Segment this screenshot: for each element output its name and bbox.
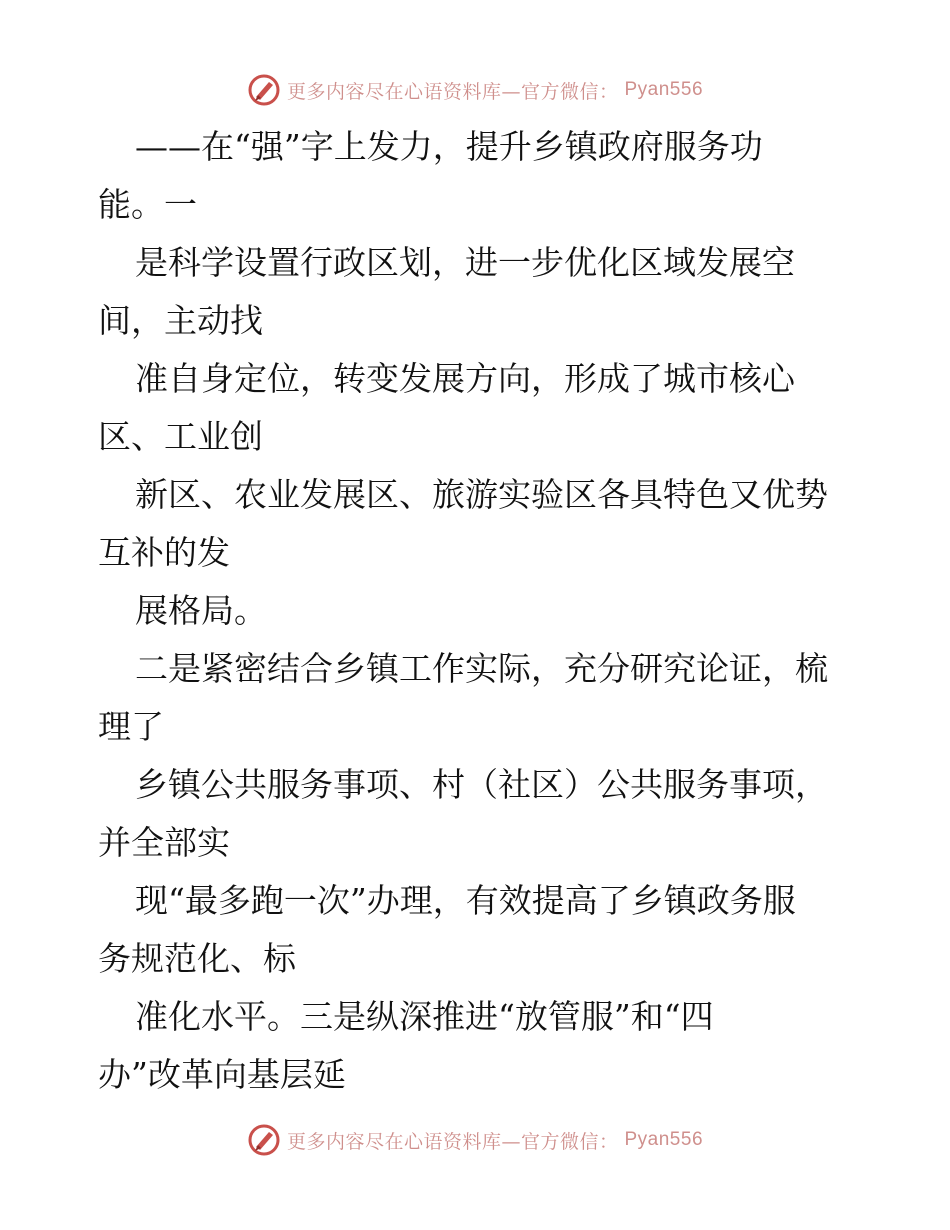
text-line: 准自身定位，转变发展方向，形成了城市核心 bbox=[135, 359, 795, 398]
text-line: 并全部实 bbox=[98, 823, 230, 862]
wechat-id: Pyan556 bbox=[624, 79, 704, 100]
banner-text: 更多内容尽在心语资料库—官方微信： bbox=[286, 80, 619, 103]
pen-circle-logo-icon bbox=[247, 1123, 281, 1157]
text-line: 展格局。 bbox=[135, 591, 267, 630]
footer-banner bbox=[0, 1120, 950, 1160]
text-line: 办”改革向基层延 bbox=[98, 1055, 346, 1094]
text-line: 现“最多跑一次”办理，有效提高了乡镇政务服 bbox=[135, 881, 796, 920]
text-line: 是科学设置行政区划，进一步优化区域发展空 bbox=[135, 243, 795, 282]
text-line: 区、工业创 bbox=[98, 417, 263, 456]
header-banner bbox=[0, 70, 950, 110]
text-line: 互补的发 bbox=[98, 533, 230, 572]
text-line: 新区、农业发展区、旅游实验区各具特色又优势 bbox=[135, 475, 828, 514]
text-line: ——在“强”字上发力，提升乡镇政府服务功 bbox=[135, 127, 763, 166]
text-line: 理了 bbox=[98, 707, 164, 746]
text-line: 务规范化、标 bbox=[98, 939, 296, 978]
document-body bbox=[98, 118, 858, 1104]
text-line: 间，主动找 bbox=[98, 301, 263, 340]
text-line: 二是紧密结合乡镇工作实际，充分研究论证，梳 bbox=[135, 649, 828, 688]
text-line: 准化水平。三是纵深推进“放管服”和“四 bbox=[135, 997, 714, 1036]
text-line: 乡镇公共服务事项、村（社区）公共服务事项， bbox=[135, 765, 828, 804]
wechat-id: Pyan556 bbox=[624, 1129, 704, 1150]
banner-text: 更多内容尽在心语资料库—官方微信： bbox=[286, 1130, 619, 1153]
text-line: 能。一 bbox=[98, 185, 197, 224]
pen-circle-logo-icon bbox=[247, 73, 281, 107]
